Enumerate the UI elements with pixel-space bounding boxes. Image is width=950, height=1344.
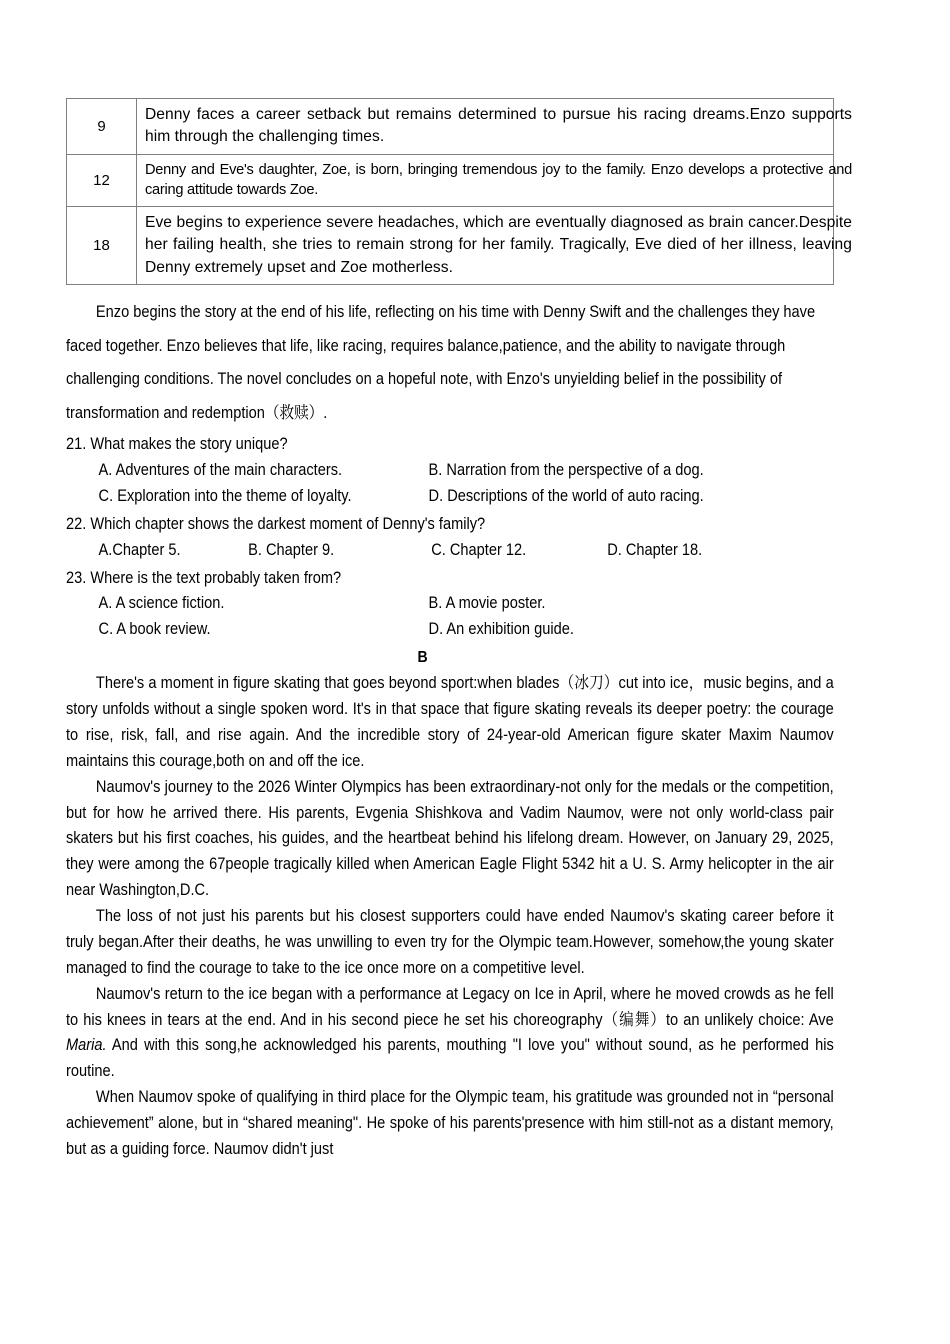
option-b[interactable]: B. A movie poster.	[428, 593, 546, 613]
chapter-summary-text: Denny faces a career setback but remains determined to pursue his racing dreams.Enzo supports him through the challenging times.	[145, 106, 852, 146]
question-21	[66, 431, 834, 509]
question-23	[66, 565, 834, 643]
chapter-number-cell: 9	[67, 99, 137, 155]
option-a[interactable]: A. A science fiction.	[98, 593, 225, 613]
table-row	[67, 154, 834, 206]
question-22	[66, 511, 834, 563]
option-c[interactable]: C. A book review.	[98, 619, 211, 639]
question-stem: 23. Where is the text probably taken from?	[66, 567, 342, 587]
section-letter-b: B	[417, 649, 428, 667]
passage-b-paragraph-1: There's a moment in figure skating that goes beyond sport:when blades（冰刀）cut into ice，music begins, and a story unfolds without a single spoken word. It's in that space that figure skating reveals its deeper poetry: the courage to rise, risk, fall, and rise again. And the incredible story of 24-year-old American figure skater Maxim Naumov maintains this courage,both on and off the ice.	[66, 673, 834, 770]
passage-b-paragraph-2: Naumov's journey to the 2026 Winter Olympics has been extraordinary-not only for the medals or the competition, but for how he arrived there. His parents, Evgenia Shishkova and Vadim Naumov, were not only world-class pair skaters but his first coaches, his guides, and the heartbeat behind his lifelong dream. However, on January 29, 2025, they were among the 67people tragically killed when American Eagle Flight 5342 hit a U. S. Army helicopter in the air near Washington,D.C.	[66, 776, 834, 900]
chapter-number-cell: 12	[67, 154, 137, 206]
passage-b-paragraph-5: When Naumov spoke of qualifying in third place for the Olympic team, his gratitude was grounded not in “personal achievement” alone, but in “shared meaning". He spoke of his parents'presence with him still-not as a distant memory, but as a guiding force. Naumov didn't just	[66, 1087, 834, 1158]
option-b[interactable]: B. Chapter 9.	[248, 539, 335, 559]
option-c[interactable]: C. Exploration into the theme of loyalty.	[98, 485, 352, 505]
option-d[interactable]: D. An exhibition guide.	[428, 619, 574, 639]
option-row	[66, 483, 834, 509]
intro-paragraph: Enzo begins the story at the end of his life, reflecting on his time with Denny Swift and the challenges they have faced together. Enzo believes that life, like racing, requires balance,patience, and the ability to navigate through challenging conditions. The novel concludes on a hopeful note, with Enzo's unyielding belief in the possibility of transformation and redemption（救赎）.	[66, 302, 816, 422]
option-row	[66, 457, 834, 483]
chapter-summary-cell	[137, 154, 852, 206]
question-stem: 21. What makes the story unique?	[66, 434, 288, 454]
table-row	[67, 99, 834, 155]
option-row	[66, 590, 834, 616]
option-a[interactable]: A. Adventures of the main characters.	[98, 460, 343, 480]
option-b[interactable]: B. Narration from the perspective of a dog.	[428, 460, 704, 480]
passage-b-paragraph-4	[66, 981, 834, 1085]
table-row	[67, 206, 834, 284]
question-stem: 22. Which chapter shows the darkest moment of Denny's family?	[66, 513, 486, 533]
option-d[interactable]: D. Descriptions of the world of auto racing.	[428, 485, 704, 505]
chapter-summary-table	[66, 98, 852, 285]
option-d[interactable]: D. Chapter 18.	[607, 539, 703, 559]
chapter-summary-text: Eve begins to experience severe headaches, which are eventually diagnosed as brain cancer.Despite her failing health, she tries to remain strong for her family. Tragically, Eve died of her illness, leaving Denny extremely upset and Zoe motherless.	[145, 213, 852, 276]
narrow-text-wrapper	[66, 295, 834, 1162]
option-a[interactable]: A.Chapter 5.	[98, 539, 181, 559]
option-row	[66, 537, 834, 563]
chapter-summary-cell	[137, 99, 852, 155]
paragraph-4-text-part2: And with this song,he acknowledged his parents, mouthing "I love you" without sound, as he performed his routine.	[66, 1035, 834, 1081]
song-title-maria: Maria.	[66, 1035, 107, 1055]
chapter-summary-text: Denny and Eve's daughter, Zoe, is born, bringing tremendous joy to the family. Enzo develops a protective and caring attitude towards Zoe.	[145, 161, 852, 199]
passage-b-paragraph-3: The loss of not just his parents but his closest supporters could have ended Naumov's skating career before it truly began.After their deaths, he was unwilling to even try for the Olympic team.However, somehow,the young skater managed to find the courage to take to the ice once more on a competitive level.	[66, 906, 834, 977]
chapter-summary-cell	[137, 206, 852, 284]
document-page	[66, 0, 852, 1162]
paragraph-4-text-part1: Naumov's return to the ice began with a performance at Legacy on Ice in April, where he moved crowds as he fell to his knees in tears at the end. And in his second piece he set his choreography（编舞）to an unlikely choice: Ave	[66, 983, 834, 1029]
chapter-number-cell: 18	[67, 206, 137, 284]
option-row	[66, 616, 834, 642]
option-c[interactable]: C. Chapter 12.	[431, 539, 527, 559]
